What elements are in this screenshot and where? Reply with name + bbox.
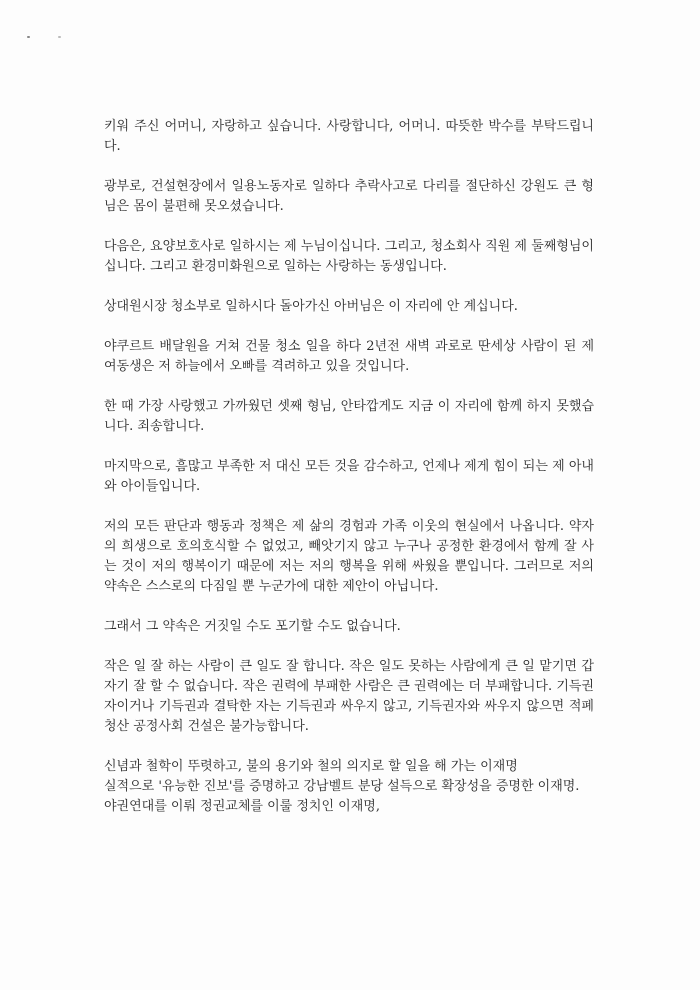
paragraph-5: 야쿠르트 배달원을 거쳐 건물 청소 일을 하다 2년전 새벽 과로로 딴세상 사람이 된 제 여동생은 저 하늘에서 오빠를 격려하고 있을 것입니다.	[104, 339, 594, 374]
closing-line-3: 야권연대를 이뤄 정권교체를 이룰 정치인 이재명,	[104, 799, 380, 814]
document-body	[104, 117, 594, 837]
paragraph-3: 다음은, 요양보호사로 일하시는 제 누님이십니다. 그리고, 청소회사 직원 제 둘째형님이십니다. 그리고 환경미화원으로 일하는 사랑하는 동생입니다.	[104, 239, 594, 274]
paragraph-2: 광부로, 건설현장에서 일용노동자로 일하다 추락사고로 다리를 절단하신 강원도 큰 형님은 몸이 불편해 못오셨습니다.	[104, 179, 594, 214]
paragraph-9: 그래서 그 약속은 거짓일 수도 포기할 수도 없습니다.	[104, 619, 401, 634]
scan-speck	[58, 36, 61, 38]
paragraph-7: 마지막으로, 흠많고 부족한 저 대신 모든 것을 감수하고, 언제나 제게 힘이 되는 제 아내와 아이들입니다.	[104, 459, 594, 494]
paragraph-6: 한 때 가장 사랑했고 가까웠던 셋째 형님, 안타깝게도 지금 이 자리에 함께 하지 못했습니다. 죄송합니다.	[104, 399, 594, 434]
scan-speck	[27, 36, 30, 38]
closing-line-1: 신념과 철학이 뚜렷하고, 불의 용기와 철의 의지로 할 일을 해 가는 이재명	[104, 759, 518, 774]
paragraph-4: 상대원시장 청소부로 일하시다 돌아가신 아버님은 이 자리에 안 계십니다.	[104, 299, 518, 314]
paragraph-10: 작은 일 잘 하는 사람이 큰 일도 잘 합니다. 작은 일도 못하는 사람에게 큰 일 맡기면 갑자기 잘 할 수 없습니다. 작은 권력에 부패한 사람은 큰 권력에는 더 부패합니다. 기득권자이거나 기득권과 결탁한 자는 기득권과 싸우지 않고, 기득권자와 싸우지 않으면 적폐청산 공정사회 건설은 불가능합니다.	[104, 659, 594, 734]
closing-lines	[104, 757, 594, 817]
closing-line-2: 실적으로 '유능한 진보'를 증명하고 강남벨트 분당 설득으로 확장성을 증명한 이재명.	[104, 779, 580, 794]
paragraph-8: 저의 모든 판단과 행동과 정책은 제 삶의 경험과 가족 이웃의 현실에서 나옵니다. 약자의 희생으로 호의호식할 수 없었고, 빼앗기지 않고 누구나 공정한 환경에서 함께 잘 사는 것이 저의 행복이기 때문에 저는 저의 행복을 위해 싸웠을 뿐입니다. 그러므로 저의 약속은 스스로의 다짐일 뿐 누군가에 대한 제안이 아닙니다.	[104, 519, 594, 594]
paragraph-1: 키워 주신 어머니, 자랑하고 싶습니다. 사랑합니다, 어머니. 따뜻한 박수를 부탁드립니다.	[104, 119, 594, 154]
